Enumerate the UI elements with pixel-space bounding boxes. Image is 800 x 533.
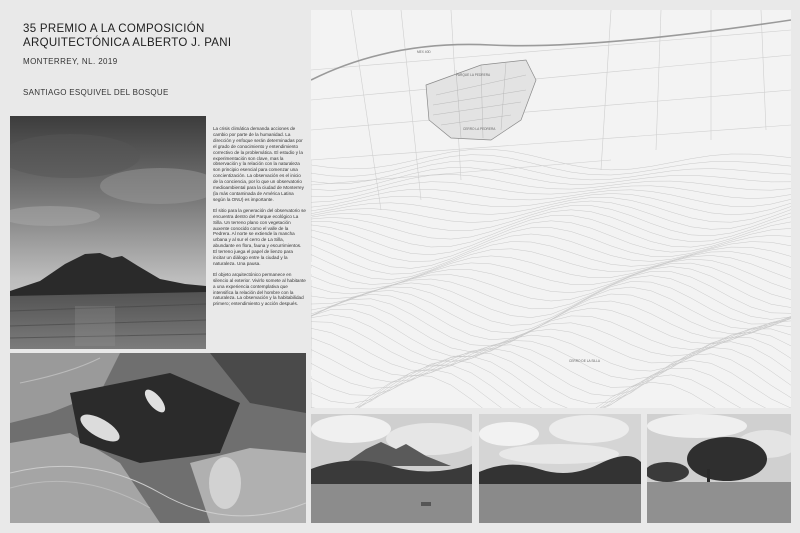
description-text	[213, 126, 306, 312]
author-name: SANTIAGO ESQUIVEL DEL BOSQUE	[23, 88, 169, 97]
title-line-1: 35 PREMIO A LA COMPOSICIÓN	[23, 23, 205, 35]
paragraph-2: El sitio para la generación del observatorio se encuentra dentro del Parque ecológico La Silla. Un terreno plano con vegetación auxente conocido como el valle de la Pedrera. Al norte se extiende la mancha urbana y al sur el cerro de La Silla, abundante en flora, fauna y escurrimientos. El terreno juega el papel de lienzo para incitar un diálogo entre la ciudad y la naturaleza. Una pausa.	[213, 207, 306, 266]
title-line-2: ARQUITECTÓNICA ALBERTO J. PANI	[23, 37, 232, 49]
landscape-photo-3	[647, 414, 791, 523]
location-date: MONTERREY, NL. 2019	[23, 57, 118, 66]
page-title	[23, 22, 231, 50]
mountain-photo	[10, 116, 206, 349]
landscape-photo-1	[311, 414, 472, 523]
landscape-photo-2	[479, 414, 641, 523]
map-label-cerro: CERRO DE LA SILLA	[569, 359, 601, 363]
map-label-road: MEX 40D	[417, 50, 431, 54]
aerial-photo	[10, 353, 306, 523]
paragraph-1: La crisis climática demanda acciones de cambio por parte de la humanidad. La dirección y enfoque serán determinadas por el grado de conocimiento y entendimiento correctivo de la problemática. El estudio y la experimentación son clave, mas la observación y la relación con la naturaleza son principio esencial para comenzar una concientización. La observación es el inicio de la conciencia, por lo que un observatorio medioambiental para la ciudad de Monterrey (la más contaminada de América Latina según la ONU) es importante.	[213, 126, 304, 202]
site-map	[311, 10, 791, 408]
map-label-park: PARQUE LA PEDRERA	[456, 73, 491, 77]
map-label-colonia: CERRO LA PEDRERA	[463, 127, 496, 131]
paragraph-3: El objeto arquitectónico permanece en silencio al exterior. Vivirlo somete al habitante a una experiencia contemplativa que intensifica la relación del hombre con la naturaleza. La observación y la habitabilidad primero; entendimiento y acción después.	[213, 271, 306, 307]
